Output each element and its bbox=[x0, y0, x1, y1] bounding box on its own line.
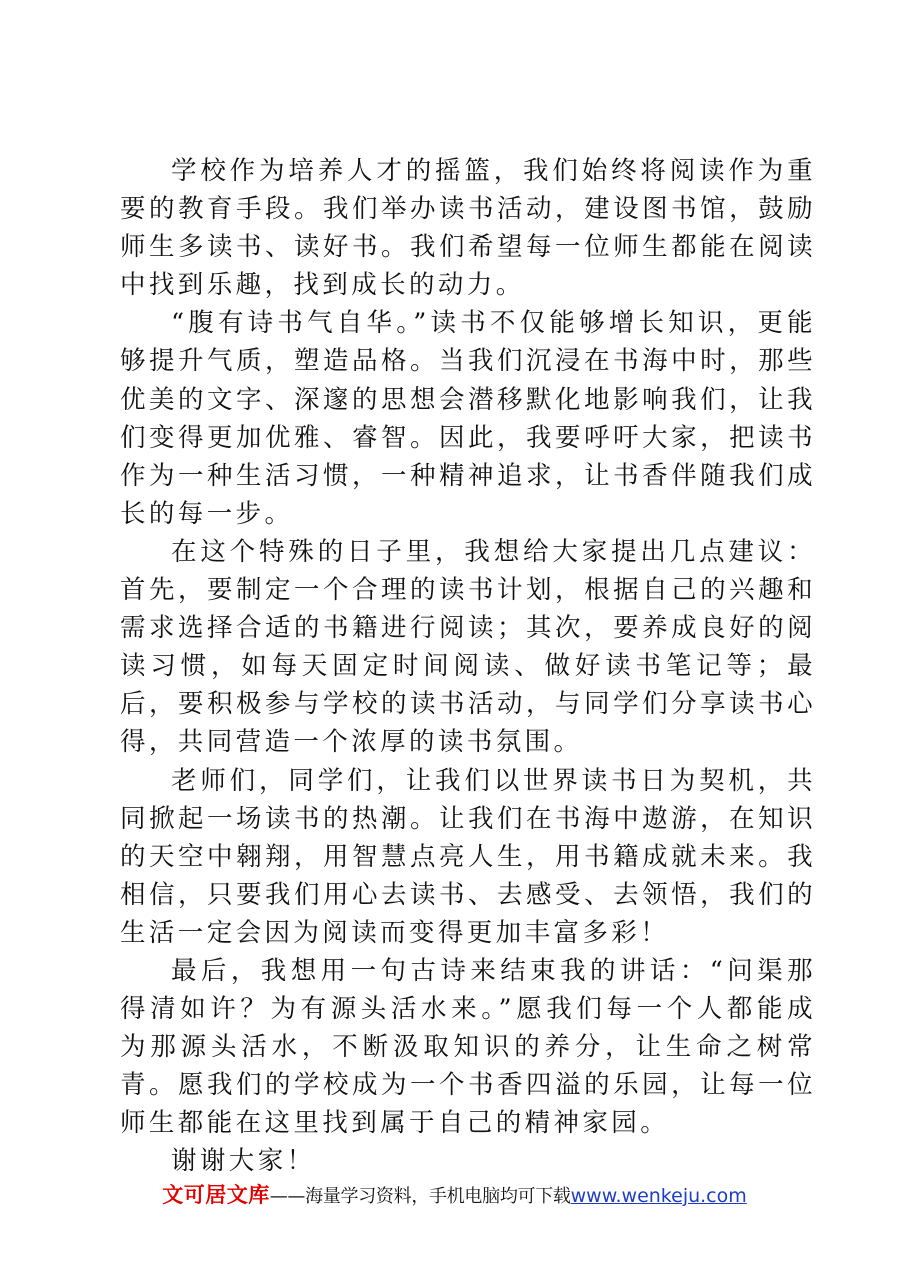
paragraph-1: 学校作为培养人才的摇篮，我们始终将阅读作为重要的教育手段。我们举办读书活动，建设图书馆，鼓励师生多读书、读好书。我们希望每一位师生都能在阅读中找到乐趣，找到成长的动力。 bbox=[120, 156, 816, 301]
paragraph-6: 谢谢大家！ bbox=[171, 1146, 316, 1177]
footer bbox=[0, 1181, 909, 1211]
paragraph-4: 老师们，同学们，让我们以世界读书日为契机，共同掀起一场读书的热潮。让我们在书海中遨游，在知识的天空中翱翔，用智慧点亮人生，用书籍成就未来。我相信，只要我们用心去读书、去感受、去领悟，我们的生活一定会因为阅读而变得更加丰富多彩！ bbox=[120, 765, 816, 948]
footer-brand: 文可居文库 bbox=[162, 1183, 270, 1207]
paragraph-5: 最后，我想用一句古诗来结束我的讲话：“问渠那得清如许？为有源头活水来。”愿我们每一个人都能成为那源头活水，不断汲取知识的养分，让生命之树常青。愿我们的学校成为一个书香四溢的乐园，让每一位师生都能在这里找到属于自己的精神家园。 bbox=[120, 955, 816, 1139]
paragraph-3: 在这个特殊的日子里，我想给大家提出几点建议：首先，要制定一个合理的读书计划，根据自己的兴趣和需求选择合适的书籍进行阅读；其次，要养成良好的阅读习惯，如每天固定时间阅读、做好读书笔记等；最后，要积极参与学校的读书活动，与同学们分享读书心得，共同营造一个浓厚的读书氛围。 bbox=[120, 536, 816, 758]
paragraph-2: “腹有诗书气自华。”读书不仅能够增长知识，更能够提升气质，塑造品格。当我们沉浸在书海中时，那些优美的文字、深邃的思想会潜移默化地影响我们，让我们变得更加优雅、睿智。因此，我要呼吁大家，把读书作为一种生活习惯，一种精神追求，让书香伴随我们成长的每一步。 bbox=[120, 308, 816, 529]
document-body bbox=[120, 152, 816, 1181]
footer-tagline: ——海量学习资料，手机电脑均可下载 bbox=[269, 1186, 571, 1207]
footer-site-link[interactable]: www.wenkeju.com bbox=[570, 1185, 747, 1207]
